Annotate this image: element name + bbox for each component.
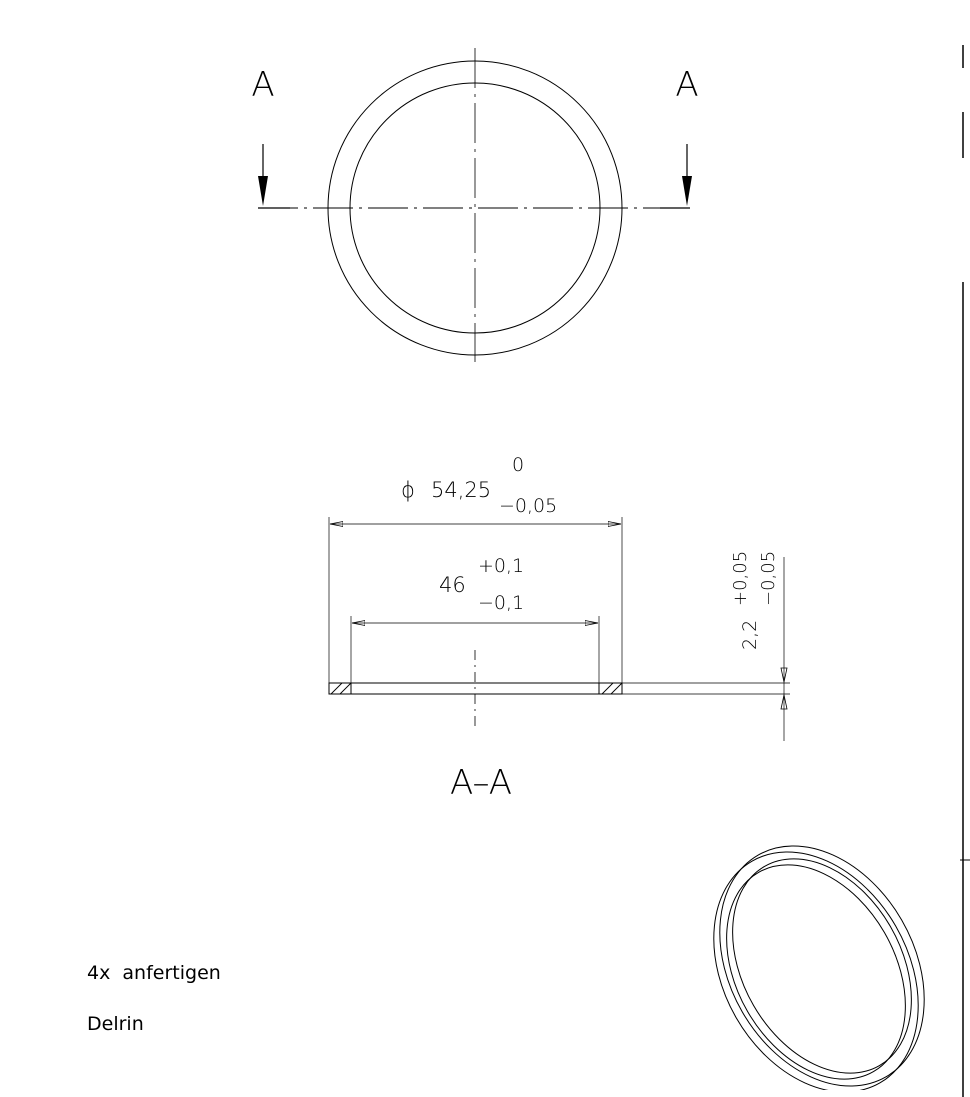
quantity-note: 4x anfertigen — [87, 962, 221, 984]
right-wall-hatch-2 — [611, 683, 622, 694]
iso-inner-back — [696, 827, 948, 1097]
iso-inner-front — [690, 833, 942, 1097]
right-section-arrowhead-icon — [682, 176, 692, 206]
drawing-frame — [960, 45, 970, 1097]
isometric-ring — [672, 809, 965, 1097]
outer-diameter-upper-tol: 0 — [512, 454, 525, 476]
material-note: Delrin — [87, 1013, 144, 1035]
right-wall-hatch — [602, 683, 613, 694]
outer-diameter-lower-tol: −0,05 — [499, 495, 558, 517]
outer-diameter-value: 54,25 — [431, 478, 492, 502]
section-view — [329, 517, 790, 741]
left-wall-hatch-2 — [340, 683, 351, 694]
inner-diameter-upper-tol: +0,1 — [478, 555, 525, 577]
section-title: A–A — [449, 763, 513, 803]
left-wall-hatch — [331, 683, 342, 694]
section-part-outline — [329, 683, 622, 694]
iso-outer-front — [672, 815, 959, 1097]
inner-diameter-lower-tol: −0,1 — [478, 592, 525, 614]
top-view — [258, 48, 690, 362]
iso-crop-mask — [690, 1090, 950, 1097]
left-section-arrowhead-icon — [258, 176, 268, 206]
section-label-right: A — [675, 65, 699, 105]
outer-diameter-symbol: ϕ — [401, 478, 415, 502]
section-label-left: A — [251, 65, 275, 105]
inner-diameter-value: 46 — [439, 573, 466, 597]
thickness-lower-tol: −0,05 — [758, 550, 779, 606]
thickness-value: 2,2 — [739, 619, 761, 650]
thickness-upper-tol: +0,05 — [730, 550, 751, 606]
iso-outer-back — [678, 809, 965, 1097]
